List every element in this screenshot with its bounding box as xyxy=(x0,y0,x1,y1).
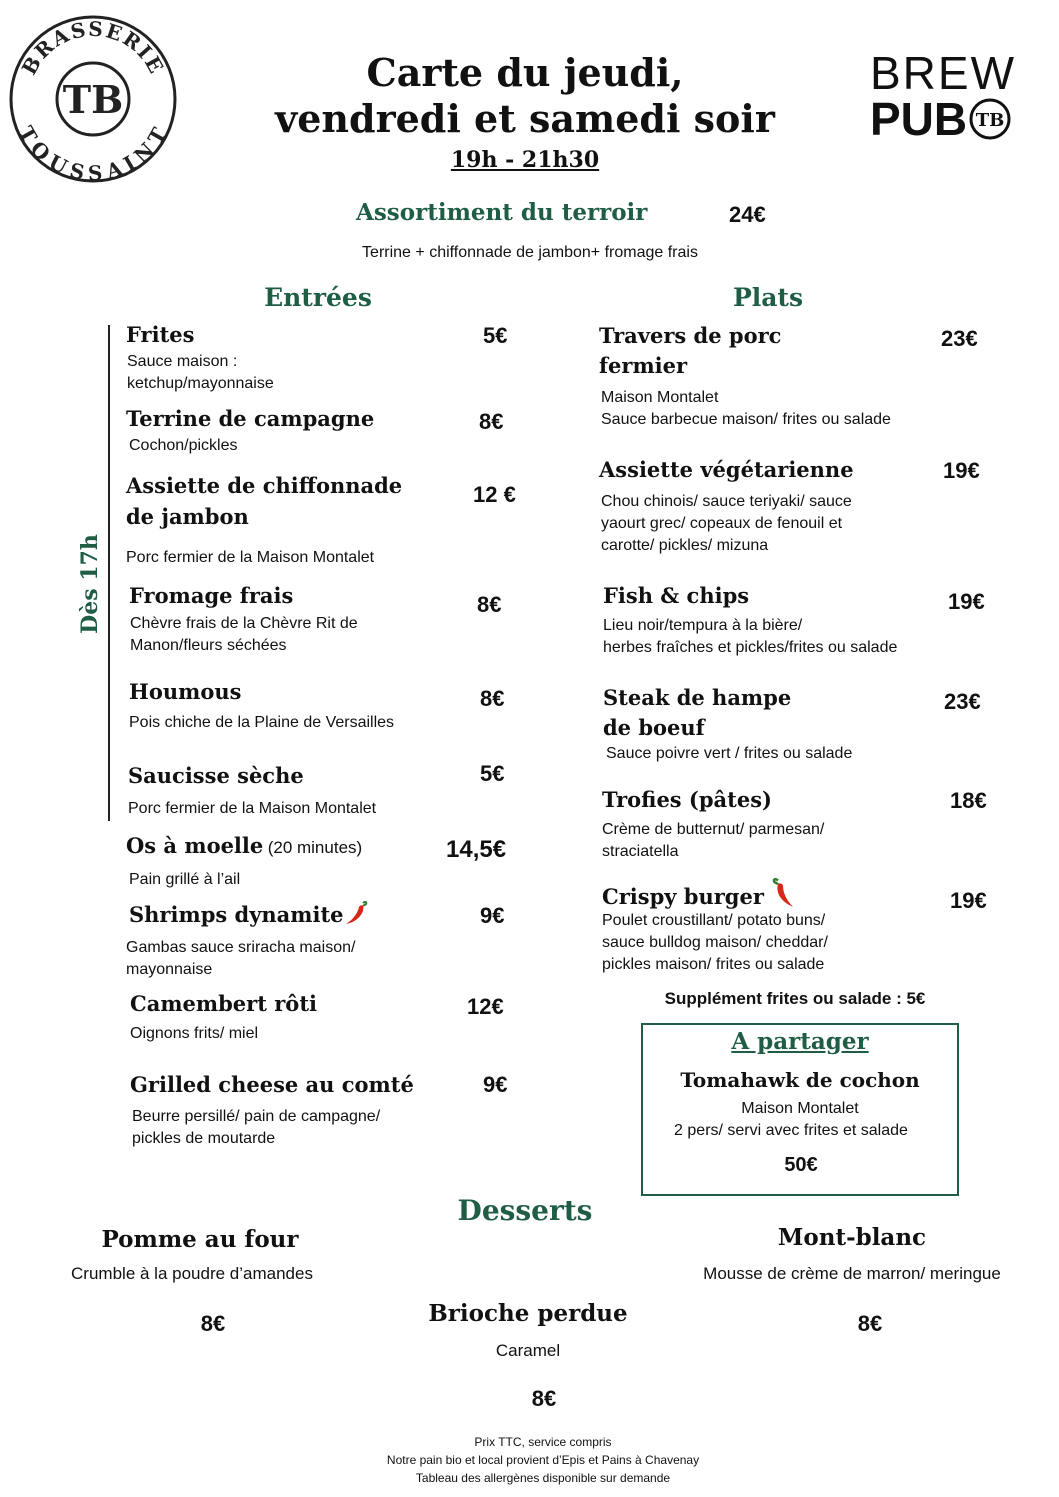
plat-desc: Poulet croustillant/ potato buns/ xyxy=(602,912,826,929)
partager-heading: A partager xyxy=(731,1028,869,1055)
entree-name-terrine: Terrine de campagne xyxy=(126,406,375,431)
entree-name-grilled-cheese: Grilled cheese au comté xyxy=(130,1072,414,1097)
desserts-heading: Desserts xyxy=(457,1194,593,1227)
plat-desc: Crème de butternut/ parmesan/ xyxy=(602,821,825,838)
entree-name-fromage: Fromage frais xyxy=(129,583,294,608)
entree-desc: Gambas sauce sriracha maison/ xyxy=(126,939,356,956)
plat-desc: sauce bulldog maison/ cheddar/ xyxy=(602,934,828,951)
entree-desc: Beurre persillé/ pain de campagne/ xyxy=(132,1108,381,1125)
entree-name-frites: Frites xyxy=(126,322,195,347)
plat-name-vegetarienne: Assiette végétarienne xyxy=(599,457,854,482)
chili-pepper-icon xyxy=(344,900,368,926)
tomahawk-name: Tomahawk de cochon xyxy=(680,1068,920,1092)
terroir-name: Assortiment du terroir xyxy=(356,199,648,226)
entree-desc: Oignons frits/ miel xyxy=(130,1025,259,1042)
dessert-price-pomme: 8€ xyxy=(200,1311,226,1336)
entree-name-shrimps: Shrimps dynamite xyxy=(129,902,344,927)
plat-name-crispy-burger: Crispy burger xyxy=(602,884,764,909)
plat-price-travers: 23€ xyxy=(941,326,978,351)
terroir-price: 24€ xyxy=(729,202,766,227)
entree-price-houmous: 8€ xyxy=(480,686,505,711)
chili-pepper-icon xyxy=(768,876,798,910)
dessert-desc: Crumble à la poudre d’amandes xyxy=(71,1264,313,1283)
plat-name-trofies: Trofies (pâtes) xyxy=(602,787,772,812)
plats-heading: Plats xyxy=(732,283,804,312)
entree-name-saucisse: Saucisse sèche xyxy=(128,763,304,788)
supplement-note: Supplément frites ou salade : 5€ xyxy=(664,989,926,1008)
page-title xyxy=(200,50,850,142)
plat-desc: pickles maison/ frites ou salade xyxy=(602,956,825,973)
entree-note: (20 minutes) xyxy=(267,838,363,857)
entree-name-houmous: Houmous xyxy=(129,679,242,704)
tomahawk-desc: Maison Montalet xyxy=(741,1100,859,1117)
footer-line: Prix TTC, service compris xyxy=(474,1435,612,1449)
dessert-price-brioche: 8€ xyxy=(531,1386,557,1411)
title-line-2: vendredi et samedi soir xyxy=(275,96,775,141)
plat-price-fish-chips: 19€ xyxy=(948,589,985,614)
plat-name-steak-1: Steak de hampe xyxy=(603,685,792,710)
plat-desc: Lieu noir/tempura à la bière/ xyxy=(603,617,803,634)
plat-price-crispy-burger: 19€ xyxy=(950,888,987,913)
entree-desc: mayonnaise xyxy=(126,961,213,978)
plat-desc: Maison Montalet xyxy=(601,389,719,406)
dessert-name-brioche: Brioche perdue xyxy=(428,1300,628,1327)
entree-os-a-moelle xyxy=(126,831,362,861)
plat-desc: Sauce poivre vert / frites ou salade xyxy=(606,745,853,762)
plat-desc: Chou chinois/ sauce teriyaki/ sauce xyxy=(601,493,852,510)
entree-desc: Sauce maison : xyxy=(127,353,238,370)
brew-pub-line-1: BREW xyxy=(870,47,1016,99)
plat-crispy-burger xyxy=(602,876,798,912)
tomahawk-desc: 2 pers/ servi avec frites et salade xyxy=(674,1122,908,1139)
entree-name-camembert: Camembert rôti xyxy=(130,991,317,1016)
entree-price-frites: 5€ xyxy=(483,323,508,348)
entree-desc: ketchup/mayonnaise xyxy=(127,375,274,392)
plat-name-fish-chips: Fish & chips xyxy=(603,583,750,608)
plat-desc: yaourt grec/ copeaux de fenouil et xyxy=(601,515,843,532)
terroir-description: Terrine + chiffonnade de jambon+ fromage frais xyxy=(362,244,698,261)
dessert-name-pomme: Pomme au four xyxy=(101,1226,299,1253)
brew-pub-line-2: PUB xyxy=(870,93,968,145)
entree-name-os-a-moelle: Os à moelle xyxy=(126,833,264,858)
svg-text:TB: TB xyxy=(975,110,1005,131)
entree-desc: pickles de moutarde xyxy=(132,1130,276,1147)
entree-desc: Pois chiche de la Plaine de Versailles xyxy=(129,714,395,731)
entree-desc: Chèvre frais de la Chèvre Rit de xyxy=(130,615,358,632)
service-hours: 19h - 21h30 xyxy=(450,147,600,173)
entree-price-camembert: 12€ xyxy=(467,994,504,1019)
entree-price-grilled-cheese: 9€ xyxy=(483,1072,508,1097)
svg-text:TOUSSAINT: TOUSSAINT xyxy=(13,121,173,184)
plat-name-steak-2: de boeuf xyxy=(603,715,705,740)
entree-price-chiffonnade: 12 € xyxy=(473,482,516,507)
entree-price-os-a-moelle: 14,5€ xyxy=(446,836,507,863)
entree-price-terrine: 8€ xyxy=(479,409,504,434)
tb-circle-icon xyxy=(969,98,1011,140)
plat-price-steak: 23€ xyxy=(944,689,981,714)
entrees-heading: Entrées xyxy=(264,283,372,312)
plat-desc: straciatella xyxy=(602,843,679,860)
plat-desc: Sauce barbecue maison/ frites ou salade xyxy=(601,411,891,428)
footer-line: Notre pain bio et local provient d’Epis et Pains à Chavenay xyxy=(386,1453,700,1467)
footer-line: Tableau des allergènes disponible sur demande xyxy=(415,1471,671,1485)
entree-price-fromage: 8€ xyxy=(477,592,502,617)
entree-desc: Cochon/pickles xyxy=(129,437,238,454)
since-17h-label: Dès 17h xyxy=(77,534,103,634)
brasserie-toussaint-logo xyxy=(8,14,178,184)
plat-desc: carotte/ pickles/ mizuna xyxy=(601,537,769,554)
footer-notes xyxy=(300,1433,786,1487)
dessert-desc: Caramel xyxy=(495,1341,561,1360)
dessert-desc: Mousse de crème de marron/ meringue xyxy=(703,1264,1001,1283)
tomahawk-price: 50€ xyxy=(784,1154,818,1176)
entree-desc: Manon/fleurs séchées xyxy=(130,637,287,654)
plat-price-trofies: 18€ xyxy=(950,788,987,813)
plat-price-vegetarienne: 19€ xyxy=(943,458,980,483)
svg-text:BRASSERIE: BRASSERIE xyxy=(16,16,170,79)
entree-name-chiffonnade-2: de jambon xyxy=(126,504,249,529)
dessert-price-mont-blanc: 8€ xyxy=(857,1311,883,1336)
entree-desc: Porc fermier de la Maison Montalet xyxy=(126,549,375,566)
svg-text:TB: TB xyxy=(62,77,124,122)
title-line-1: Carte du jeudi, xyxy=(366,50,684,95)
entree-price-shrimps: 9€ xyxy=(480,903,505,928)
plat-desc: herbes fraîches et pickles/frites ou salade xyxy=(603,639,898,656)
entree-shrimps xyxy=(129,900,368,930)
dessert-name-mont-blanc: Mont-blanc xyxy=(777,1224,927,1251)
plat-name-travers-2: fermier xyxy=(599,353,688,378)
entree-desc: Pain grillé à l’ail xyxy=(129,871,241,888)
brew-pub-logo xyxy=(870,47,1045,150)
entree-name-chiffonnade-1: Assiette de chiffonnade xyxy=(126,473,403,498)
entree-price-saucisse: 5€ xyxy=(480,761,505,786)
entree-desc: Porc fermier de la Maison Montalet xyxy=(128,800,377,817)
plat-name-travers-1: Travers de porc xyxy=(599,323,782,348)
